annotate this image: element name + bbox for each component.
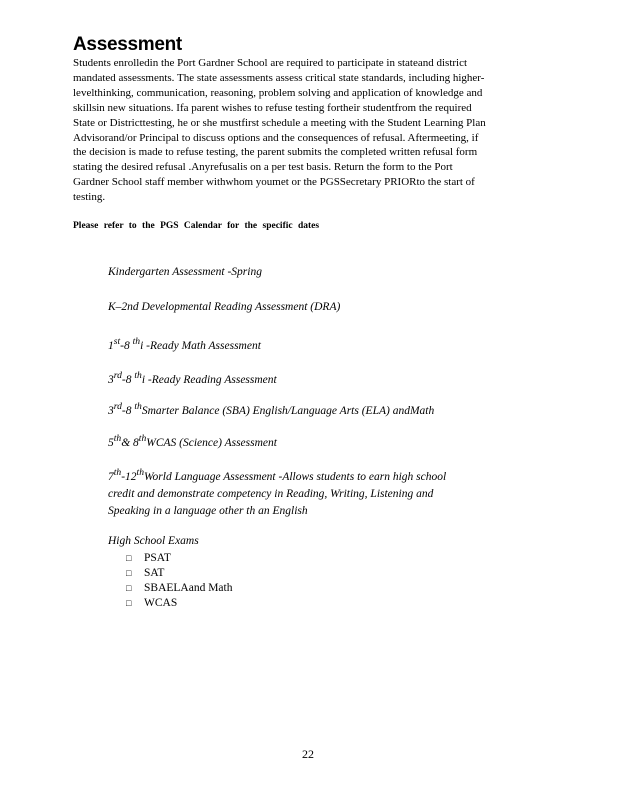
checkbox-bullet-icon: □ <box>126 598 132 608</box>
intro-line: mandated assessments. The state assessments assess critical state standards, including higher- <box>73 71 485 84</box>
list-item: □ SAT <box>126 567 165 579</box>
intro-line: Gardner School staff member withwhom youmet or the PGSSecretary PRIORto the start of <box>73 176 475 189</box>
iready-reading-assessment: 3rd-8 $^{th}$i -Ready Reading Assessment <box>108 370 277 386</box>
intro-line: testing. <box>73 191 106 204</box>
intro-line: Students enrolledin the Port Gardner School are required to participate in stateand district <box>73 57 468 69</box>
intro-line: State or Districttesting, he or she mustfirst schedule a meeting with the Student Learning Plan <box>73 116 486 129</box>
intro-line: levelthinking, communication, reasoning, problem solving and application of knowledge and <box>73 86 483 99</box>
high-school-exams-heading: High School Exams <box>108 535 199 547</box>
checkbox-bullet-icon: □ <box>126 553 132 563</box>
checkbox-bullet-icon: □ <box>126 568 132 578</box>
kindergarten-assessment: Kindergarten Assessment -Spring <box>108 266 262 278</box>
intro-line: the decision is made to refuse testing, the parent submits the completed written refusal form <box>73 146 478 159</box>
dra-assessment: K–2nd Developmental Reading Assessment (DRA) <box>108 301 341 313</box>
iready-math-assessment: 1st-8 $^{th}$i -Ready Math Assessment <box>108 336 261 352</box>
intro-paragraph <box>73 56 543 205</box>
checkbox-bullet-icon: □ <box>126 583 132 593</box>
wcas-science-assessment: 5th& 8thWCAS (Science) Assessment <box>108 433 277 449</box>
page-number: 22 <box>302 747 314 761</box>
sba-assessment: 3rd-8 $^{th}$Smarter Balance (SBA) English/Language Arts (ELA) andMath <box>108 401 435 417</box>
intro-line: skillsin new situations. Ifa parent wishes to refuse testing fortheir studentfrom the required <box>73 101 472 114</box>
calendar-note: Please refer to the PGS Calendar for the specific dates <box>73 221 320 231</box>
high-school-exams-list <box>126 551 232 611</box>
list-item: □ SBAELAand Math <box>126 582 233 594</box>
list-item: □ WCAS <box>126 597 178 609</box>
intro-line: stating the desired refusal .Anyrefusalis on a per test basis. Return the form to the Port <box>73 161 453 174</box>
page-title: Assessment <box>73 34 182 55</box>
world-language-assessment: 7th-12thWorld Language Assessment -Allows students to earn high school credit and demonstrate competency in Reading, Writing, Listening and Speaking in a language other th an English <box>108 467 447 517</box>
intro-line: Advisorand/or Principal to discuss options and the consequences of refusal. Aftermeeting, if <box>73 131 479 144</box>
list-item: □ PSAT <box>126 552 171 564</box>
